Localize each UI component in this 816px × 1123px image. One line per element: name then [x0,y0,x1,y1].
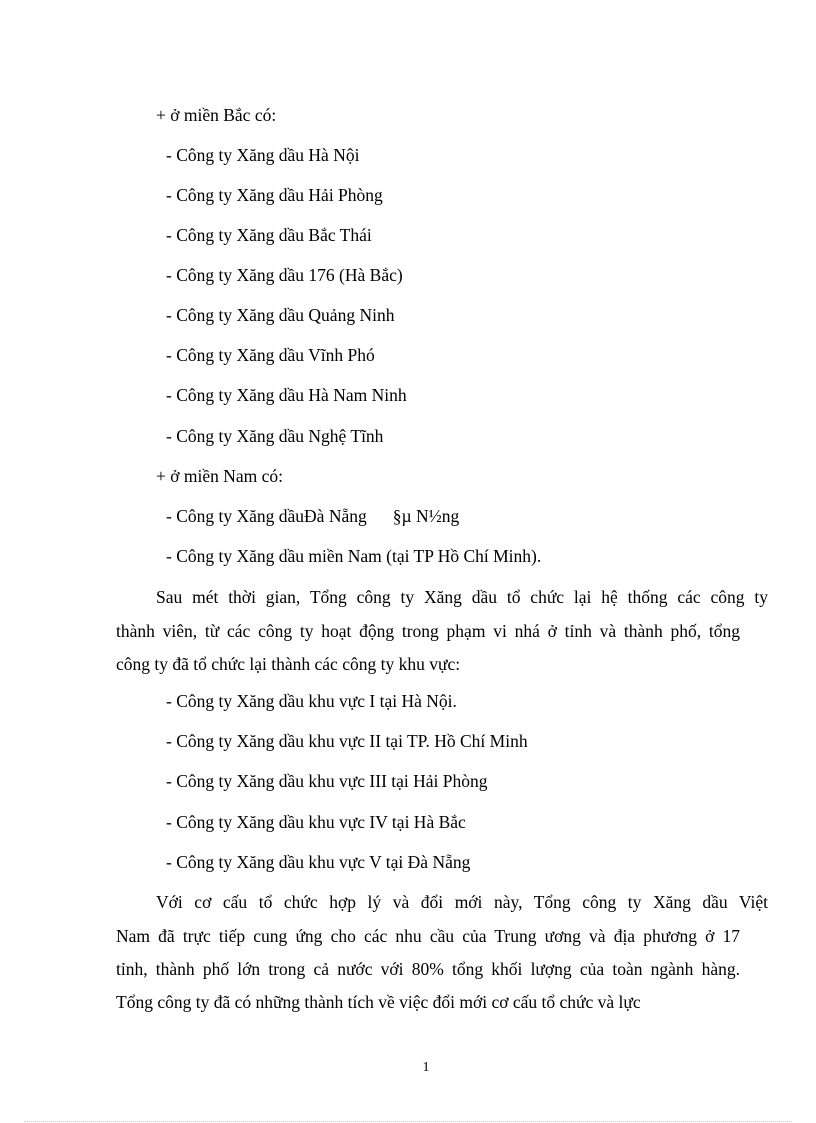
page-number: 1 [422,1060,430,1075]
list-item: - Công ty Xăng dầu Hà Nội [166,145,360,165]
paragraph-line: tỉnh, thành phố lớn trong cả nước với 80% tổng khối lượng của toàn ngành hàng. [116,959,740,979]
paragraph-line: Sau mét thời gian, Tổng công ty Xăng dầu tổ chức lại hệ thống các công ty [156,587,768,607]
list-item: - Công ty Xăng dầu miền Nam (tại TP Hồ Chí Minh). [166,546,542,566]
list-item: - Công ty Xăng dầu khu vực II tại TP. Hồ Chí Minh [166,731,528,751]
paragraph-line: Nam đã trực tiếp cung ứng cho các nhu cầu của Trung ương và địa phương ở 17 [116,926,740,946]
list-item: - Công ty Xăng dầu Nghệ Tĩnh [166,426,384,446]
paragraph-line: thành viên, từ các công ty hoạt động trong phạm vi nhá ở tỉnh và thành phố, tổng [116,621,740,641]
list-item: - Công ty Xăng dầu 176 (Hà Bắc) [166,265,403,285]
list-item: - Công ty Xăng dầu Hà Nam Ninh [166,385,407,405]
paragraph-line: Với cơ cấu tổ chức hợp lý và đổi mới này, Tổng công ty Xăng dầu Việt [156,892,768,912]
north-heading: + ở miền Bắc có: [156,105,277,125]
list-item: - Công ty Xăng dầu Hải Phòng [166,185,383,205]
paragraph-line: công ty đã tổ chức lại thành các công ty khu vực: [116,654,461,674]
list-item: - Công ty Xăng dầu Vĩnh Phó [166,345,375,365]
list-item: - Công ty Xăng dầu khu vực IV tại Hà Bắc [166,812,466,832]
list-item [166,505,459,527]
south-company-name: - Công ty Xăng dầuĐà Nẵng [166,506,367,526]
garbled-text: §µ N½ng [392,506,460,526]
list-item: - Công ty Xăng dầu khu vực I tại Hà Nội. [166,691,457,711]
paragraph-line: Tổng công ty đã có những thành tích về việc đổi mới cơ cấu tổ chức và lực [116,992,641,1012]
south-heading: + ở miền Nam có: [156,466,284,486]
page-divider [24,1121,792,1122]
list-item: - Công ty Xăng dầu khu vực III tại Hải Phòng [166,771,488,791]
list-item: - Công ty Xăng dầu Quảng Ninh [166,305,395,325]
list-item: - Công ty Xăng dầu Bắc Thái [166,225,372,245]
list-item: - Công ty Xăng dầu khu vực V tại Đà Nẵng [166,852,471,872]
